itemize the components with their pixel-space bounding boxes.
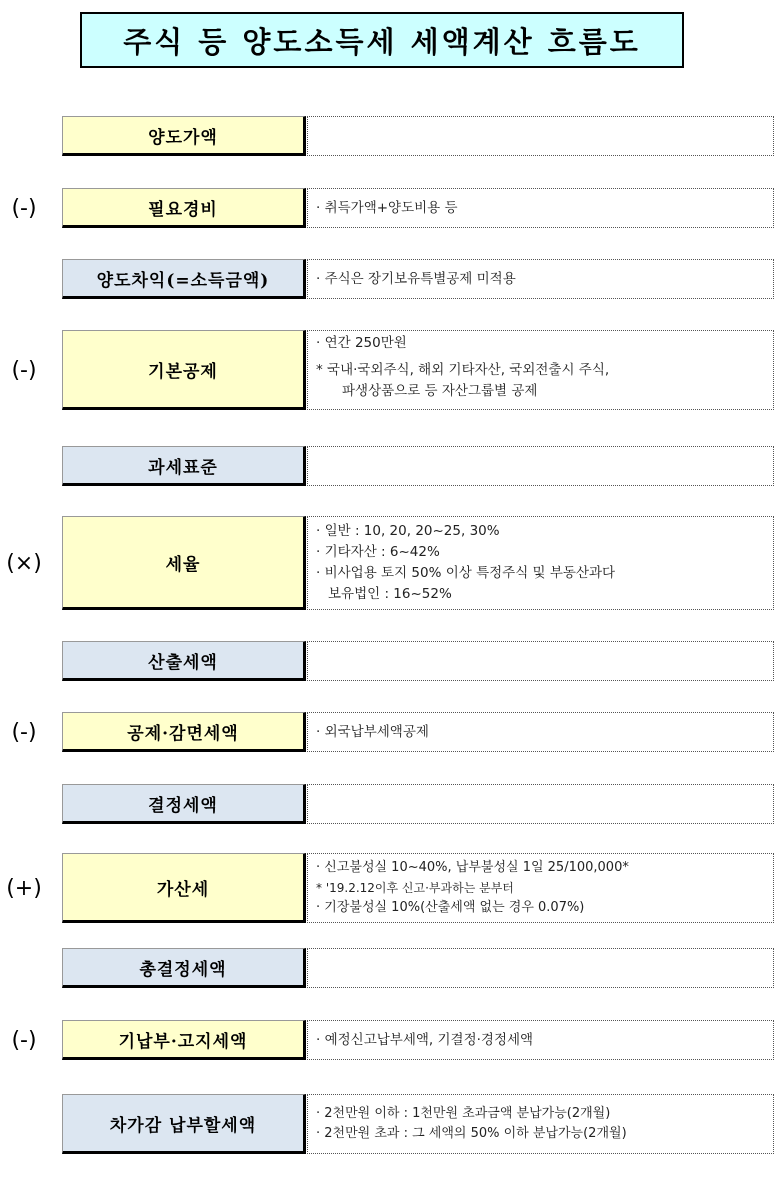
capital-gain-desc <box>307 259 774 299</box>
desc-line: · 예정신고납부세액, 기결정·경정세액 <box>316 1031 534 1048</box>
determined-tax-desc <box>307 784 774 824</box>
desc-line-cont: 보유법인 : 16~52% <box>328 586 452 602</box>
tax-payable-desc <box>307 1094 774 1154</box>
determined-tax-label: 결정세액 <box>62 784 306 824</box>
desc-note: * 국내·국외주식, 해외 기타자산, 국외전출시 주식, <box>316 362 610 378</box>
total-determined-tax-desc <box>307 948 774 988</box>
calculated-tax-desc <box>307 641 774 681</box>
penalty-tax-label: 가산세 <box>62 853 306 923</box>
total-determined-tax-label: 총결정세액 <box>62 948 306 988</box>
desc-line: · 비사업용 토지 50% 이상 특정주식 및 부동산과다 <box>316 565 616 581</box>
multiply-operator: (×) <box>6 550 42 576</box>
necessary-expenses-desc <box>307 188 774 228</box>
desc-line: · 일반 : 10, 20, 20~25, 30% <box>316 523 500 539</box>
tax-rate-desc <box>307 516 774 610</box>
desc-line: · 신고불성실 10~40%, 납부불성실 1일 25/100,000* <box>316 860 629 875</box>
plus-operator: (+) <box>6 875 42 901</box>
credits-reductions-label: 공제·감면세액 <box>62 712 306 752</box>
desc-note: * '19.2.12이후 신고·부과하는 분부터 <box>316 881 514 895</box>
sale-price-label: 양도가액 <box>62 116 306 156</box>
page-title: 주식 등 양도소득세 세액계산 흐름도 <box>80 12 684 68</box>
tax-base-label: 과세표준 <box>62 446 306 486</box>
minus-operator: (-) <box>11 1027 37 1053</box>
desc-line: · 연간 250만원 <box>316 335 407 351</box>
tax-rate-label: 세율 <box>62 516 306 610</box>
basic-deduction-desc <box>307 330 774 410</box>
necessary-expenses-label: 필요경비 <box>62 188 306 228</box>
minus-operator: (-) <box>11 195 37 221</box>
minus-operator: (-) <box>11 719 37 745</box>
capital-gain-label: 양도차익(=소득금액) <box>62 259 306 299</box>
desc-line: · 외국납부세액공제 <box>316 723 429 740</box>
desc-line: · 기장불성실 10%(산출세액 없는 경우 0.07%) <box>316 900 585 915</box>
sale-price-desc <box>307 116 774 156</box>
desc-line: · 주식은 장기보유특별공제 미적용 <box>316 270 516 287</box>
desc-note-cont: 파생상품으로 등 자산그룹별 공제 <box>342 383 538 399</box>
desc-line: · 2천만원 이하 : 1천만원 초과금액 분납가능(2개월) <box>316 1106 611 1121</box>
prepaid-tax-desc <box>307 1020 774 1060</box>
calculated-tax-label: 산출세액 <box>62 641 306 681</box>
penalty-tax-desc <box>307 853 774 923</box>
credits-reductions-desc <box>307 712 774 752</box>
tax-base-desc <box>307 446 774 486</box>
basic-deduction-label: 기본공제 <box>62 330 306 410</box>
minus-operator: (-) <box>11 357 37 383</box>
desc-line: · 취득가액+양도비용 등 <box>316 199 458 216</box>
prepaid-tax-label: 기납부·고지세액 <box>62 1020 306 1060</box>
desc-line: · 기타자산 : 6~42% <box>316 544 440 560</box>
tax-payable-label: 차가감 납부할세액 <box>62 1094 306 1154</box>
desc-line: · 2천만원 초과 : 그 세액의 50% 이하 분납가능(2개월) <box>316 1126 627 1141</box>
